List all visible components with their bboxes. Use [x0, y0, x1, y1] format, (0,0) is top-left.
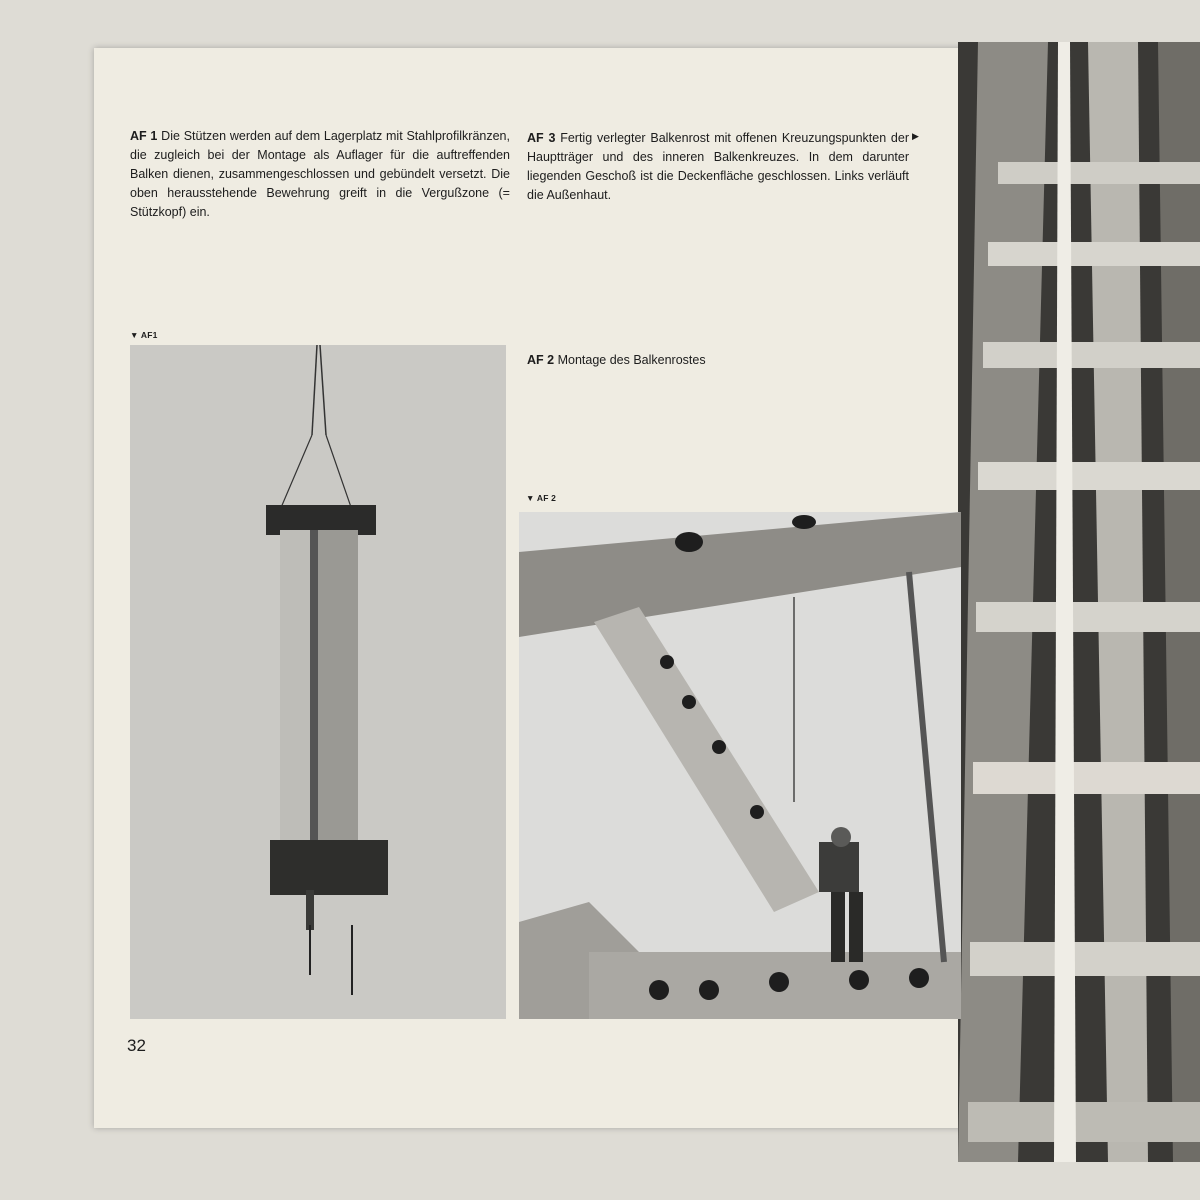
- caption-af3-text: Fertig verlegter Balkenrost mit offenen Kreuzungspunkten der Hauptträger und des inneren Balkenkreuzes. In dem darunter liegenden Geschoß ist die Deckenfläche geschlossen. Links verläuft die Außenhaut.: [527, 131, 909, 202]
- caption-af3: [527, 129, 909, 205]
- caption-af1: [130, 127, 510, 222]
- marker-af1: ▼ AF1: [130, 330, 158, 340]
- marker-af2: ▼ AF 2: [526, 493, 557, 503]
- caption-af3-label: AF 3: [527, 131, 556, 145]
- caption-af2-label: AF 2: [527, 353, 555, 367]
- photo-af3-beam-grid: [958, 42, 1200, 1162]
- page-number: 32: [127, 1036, 146, 1055]
- caption-af2: [527, 351, 827, 370]
- arrow-right-icon: ▶: [912, 131, 919, 141]
- photo-af2-beam-assembly: [519, 512, 961, 1019]
- caption-af1-label: AF 1: [130, 129, 158, 143]
- caption-af1-text: Die Stützen werden auf dem Lagerplatz mit Stahlprofilkränzen, die zugleich bei der Montage als Auflager für die auftreffenden Balken dienen, zusammengeschlossen und gebündelt versetzt. Die oben herausstehende Bewehrung greift in die Vergußzone (= Stützkopf) ein.: [130, 129, 510, 219]
- photo-af1-column-lift: [130, 345, 506, 1019]
- caption-af2-text: Montage des Balkenrostes: [557, 353, 706, 367]
